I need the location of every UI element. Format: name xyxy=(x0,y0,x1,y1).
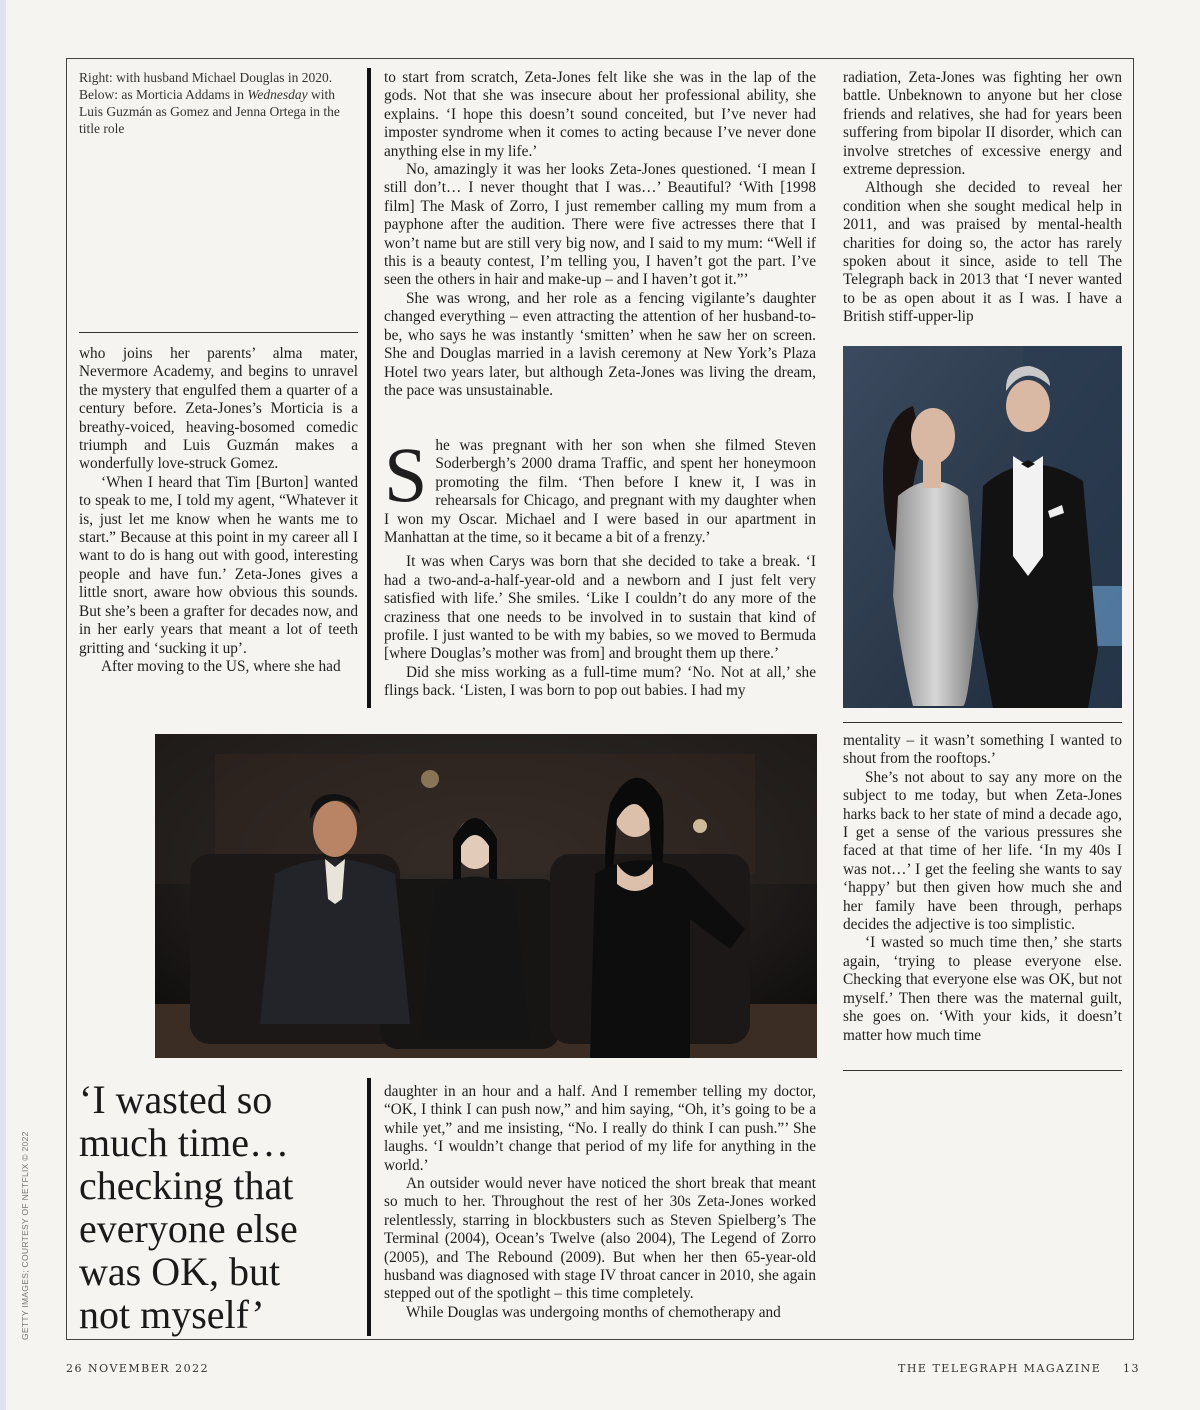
paragraph: Although she decided to reveal her condition when she sought medical help in 2011, and was praised by mental-health charities for doing so, the actor has rarely spoken about it since, aside to tell The Telegraph back in 2013 that ‘I never wanted to be as open about it as I was. I have a British stiff-upper-lip xyxy=(843,179,1122,326)
paragraph: to start from scratch, Zeta-Jones felt like she was in the lap of the gods. Not that she was insecure about her professional ability, she explains. ‘I hope this doesn’t sound conceited, but I’ve never had imposter syndrome when it comes to acting because I’ve never done anything else in my life.’ xyxy=(384,69,816,160)
column-2-bottom xyxy=(384,1083,816,1322)
footer-date: 26 NOVEMBER 2022 xyxy=(66,1362,210,1375)
column-1 xyxy=(79,345,358,676)
paragraph: An outsider would never have noticed the short break that meant so much to her. Throughout the rest of her 30s Zeta-Jones worked relentlessly, starring in blockbusters such as Steven Spielberg’s The Terminal (2004), Ocean’s Twelve (also 2004), The Legend of Zorro (2005), and The Rebound (2009). But when her then 65-year-old husband was diagnosed with stage IV throat cancer in 2010, she again stepped out of the spotlight – this time completely. xyxy=(384,1175,816,1303)
paragraph: radiation, Zeta-Jones was fighting her own battle. Unbeknown to anyone but her close friends and relatives, she had for years been suffering from bipolar II disorder, which can involve stretches of excessive energy and extreme depression. xyxy=(843,69,1122,179)
vertical-rule xyxy=(367,1078,371,1336)
couple-photo xyxy=(843,346,1122,708)
paragraph: ‘I wasted so much time then,’ she starts again, ‘trying to please everyone else. Checking that everyone else was OK, but not myself.’ Then there was the maternal guilt, she goes on. ‘With your kids, it doesn’t matter how much time xyxy=(843,934,1122,1044)
paragraph: It was when Carys was born that she decided to take a break. ‘I had a two-and-a-half-year-old and a newborn and I just felt very satisfied with life.’ She smiles. ‘Like I couldn’t do any more of the craziness that one needs to be involved in to sustain that kind of profile. I just wanted to be with my babies, so we moved to Bermuda [where Douglas’s mother was from] and brought them up there.’ xyxy=(384,553,816,663)
column-rule xyxy=(79,332,358,333)
photo-credit: GETTY IMAGES; COURTESY OF NETFLIX © 2022 xyxy=(20,1131,30,1340)
column-3-bottom xyxy=(843,732,1122,1045)
paragraph: She’s not about to say any more on the subject to me today, but when Zeta-Jones harks back to her state of mind a decade ago, I get a sense of the various pressures she faced at that time of her life. ‘In my 40s I was not…’ I get the feeling she wants to say ‘happy’ but then given how much she and her family have been through, perhaps decides the adjective is too simplistic. xyxy=(843,768,1122,934)
caption-text-rest: with Luis Guzmán as Gomez and Jenna Ortega in the title role xyxy=(79,87,340,136)
paragraph: ‘When I heard that Tim [Burton] wanted to speak to me, I told my agent, “Whatever it is, just let me know when he wants me to start.” Because at this point in my career all I want to do is hang out with good, interesting people and have fun.’ Zeta-Jones gives a little snort, aware how obvious this sounds. But she’s been a grafter for decades now, and in her early years that meant a lot of teeth gritting and ‘sucking it up’. xyxy=(79,473,358,657)
column-rule xyxy=(843,1070,1122,1071)
footer-publication: THE TELEGRAPH MAGAZINE xyxy=(898,1362,1102,1375)
pull-quote: ‘I wasted so much time… checking that everyone else was OK, but not myself’ xyxy=(79,1077,298,1337)
column-rule xyxy=(843,722,1122,723)
caption-title: Wednesday xyxy=(247,87,308,102)
paragraph: Did she miss working as a full-time mum? ‘No. Not at all,’ she flings back. ‘Listen, I was born to pop out babies. I had my xyxy=(384,663,816,700)
column-3-top xyxy=(843,69,1122,327)
column-2-top xyxy=(384,69,816,400)
left-edge-strip xyxy=(0,0,6,1410)
paragraph: She was wrong, and her role as a fencing vigilante’s daughter changed everything – even attracting the attention of her husband-to-be, who says he was instantly ‘smitten’ when he saw her on screen. She and Douglas married in a lavish ceremony at New York’s Plaza Hotel two years later, but although Zeta-Jones was living the dream, the pace was unsustainable. xyxy=(384,289,816,399)
paragraph: While Douglas was undergoing months of chemotherapy and xyxy=(406,1303,781,1321)
paragraph: No, amazingly it was her looks Zeta-Jones questioned. ‘I mean I still don’t… I never thought that I was…’ Beautiful? ‘With [1998 film] The Mask of Zorro, I just remember calling my mum from a payphone after the audition. There were five actresses there that I won’t name but are still very big now, and I said to my mum: “Well if this is a beauty contest, I’m telling you, I haven’t got the part. I’ve seen the others in hair and make-up – and I haven’t got it.”’ xyxy=(384,161,816,289)
paragraph: he was pregnant with her son when she filmed Steven Soderbergh’s 2000 drama Traffic, and spent her honeymoon promoting the film. ‘Then before I knew it, I was in rehearsals for Chicago, and pregnant with my daughter when I won my Oscar. Michael and I were based in our apartment in Manhattan at the time, so it became a bit of a frenzy.’ xyxy=(384,437,816,547)
paragraph: After moving to the US, where she had xyxy=(101,657,341,675)
drop-cap: S xyxy=(384,431,428,518)
page-number: 13 xyxy=(1123,1362,1140,1375)
caption-text: Right: with husband Michael Douglas in 2020. Below: as Morticia Addams in xyxy=(79,70,333,102)
paragraph: who joins her parents’ alma mater, Nevermore Academy, and begins to unravel the mystery that engulfed them a quarter of a century before. Zeta-Jones’s Morticia is a breathy-voiced, heaving-bosomed comedic triumph and Luis Guzmán makes a wonderfully love-struck Gomez. xyxy=(79,345,358,473)
vertical-rule xyxy=(367,68,371,708)
column-2-dropcap xyxy=(384,431,816,701)
wednesday-still-photo xyxy=(155,734,817,1058)
paragraph: daughter in an hour and a half. And I remember telling my doctor, “OK, I think I can push now,” and him saying, “Oh, it’s going to be a while yet,” and me insisting, “No. I really do think I can push.”’ She laughs. ‘I wouldn’t change that period of my life for anything in the world.’ xyxy=(384,1083,816,1174)
paragraph: mentality – it wasn’t something I wanted to shout from the rooftops.’ xyxy=(843,732,1122,768)
photo-caption xyxy=(79,69,359,137)
